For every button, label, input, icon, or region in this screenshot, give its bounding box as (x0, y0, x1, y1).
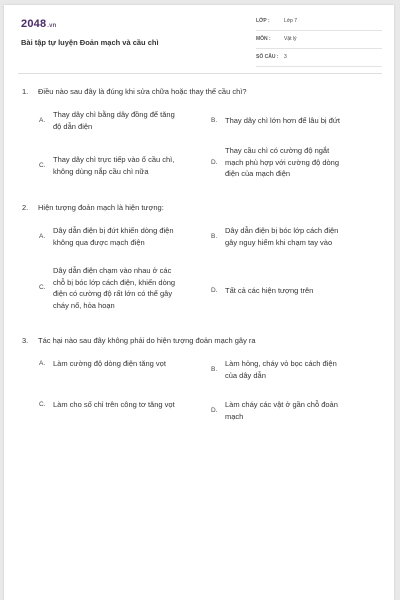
meta-value: Vật lý (284, 36, 297, 42)
meta-label: MÔN : (256, 36, 271, 42)
option-text-line: Dây dẫn điện bị đứt khiến dòng điện (53, 226, 174, 235)
meta-value: Lớp 7 (284, 18, 298, 24)
logo-text: 2048 (21, 18, 47, 30)
option-text-line: Tất cả các hiện tượng trên (225, 286, 314, 295)
option-text-line: không dùng nắp cầu chì nữa (53, 166, 149, 176)
question-number: 2. (22, 203, 29, 212)
option-letter: D. (211, 287, 218, 294)
meta-value: 3 (284, 54, 287, 60)
site-logo[interactable] (21, 18, 57, 30)
option-text-line: Làm hỏng, cháy vỏ bọc cách điện (225, 359, 337, 368)
option-letter: B. (211, 232, 218, 240)
worksheet-title: Bài tập tự luyện Đoản mạch và cầu chì (21, 38, 159, 47)
option-text-line: Dây dẫn điện chạm vào nhau ở các (53, 266, 172, 275)
question-3-option-b[interactable] (211, 358, 376, 381)
header-divider (18, 73, 382, 74)
question-1-option-d[interactable] (211, 145, 376, 180)
option-text-line: Làm cho số chỉ trên công tơ tăng vọt (53, 400, 175, 409)
option-letter: A. (39, 116, 46, 124)
question-1-text (22, 87, 247, 96)
logo-suffix: .vn (47, 23, 57, 29)
question-2-option-d[interactable] (211, 285, 376, 297)
question-3-text (22, 336, 256, 345)
option-text-line: Dây dẫn điện bị bóc lớp cách điện (225, 226, 339, 235)
option-text-line: không qua được mạch điện (53, 237, 145, 247)
question-stem: Điều nào sau đây là đúng khi sửa chữa hoặc thay thế cầu chì? (38, 87, 247, 96)
option-letter: B. (211, 117, 218, 124)
option-letter: C. (39, 401, 46, 408)
option-letter: D. (211, 158, 218, 166)
worksheet-header (4, 5, 394, 71)
question-2-option-b[interactable] (211, 225, 376, 248)
option-letter: A. (39, 360, 46, 367)
question-1-option-b[interactable] (211, 115, 376, 127)
meta-row-class (256, 13, 382, 31)
option-text-line: điện của mạch điện (225, 169, 291, 178)
option-text-line: mạch phù hợp với cường độ dòng (225, 157, 340, 167)
question-number: 3. (22, 336, 29, 345)
meta-label: LỚP : (256, 18, 270, 24)
option-text-line: độ dẫn điện (53, 121, 93, 131)
question-2-option-c[interactable] (39, 265, 204, 311)
meta-label: SỐ CÂU : (256, 54, 279, 60)
option-text-line: Thay dây chì trực tiếp vào ổ cầu chì, (53, 155, 175, 164)
option-letter: C. (39, 161, 46, 169)
option-letter: C. (39, 284, 46, 292)
option-letter: B. (211, 365, 218, 373)
option-text-line: Thay dây chì bằng dây đồng để tăng (53, 110, 175, 119)
option-letter: D. (211, 406, 218, 414)
question-3-option-c[interactable] (39, 399, 204, 411)
option-text-line: Làm cháy các vật ở gần chỗ đoản (225, 400, 338, 409)
question-3-option-d[interactable] (211, 399, 376, 422)
question-1-option-c[interactable] (39, 154, 204, 177)
option-text-line: điện có cường độ rất lớn có thể gây (53, 289, 173, 298)
option-text-line: của dây dẫn (225, 370, 266, 380)
option-text-line: cháy nổ, hỏa hoạn (53, 300, 115, 310)
worksheet-meta (256, 13, 382, 67)
option-text-line: Thay cầu chì có cường độ ngắt (225, 146, 330, 155)
option-text-line: Thay dây chì lớn hơn để lâu bị đứt (225, 116, 340, 125)
option-text-line: gây nguy hiểm khi chạm tay vào (225, 237, 333, 247)
worksheet-page (4, 5, 394, 600)
question-2-option-a[interactable] (39, 225, 204, 248)
option-text-line: mạch (225, 411, 244, 421)
question-stem: Hiện tượng đoản mạch là hiện tượng: (38, 203, 164, 212)
question-3-option-a[interactable] (39, 358, 204, 370)
meta-row-subject (256, 31, 382, 49)
question-1-option-a[interactable] (39, 109, 204, 132)
option-text-line: chỗ bị bóc lớp cách điện, khiến dòng (53, 277, 176, 287)
option-text-line: Làm cường độ dòng điện tăng vọt (53, 359, 166, 368)
option-letter: A. (39, 232, 46, 240)
question-stem: Tác hại nào sau đây không phải do hiện tượng đoản mạch gây ra (38, 336, 256, 345)
question-number: 1. (22, 87, 29, 96)
question-2-text (22, 203, 164, 212)
meta-row-question-count (256, 49, 382, 67)
